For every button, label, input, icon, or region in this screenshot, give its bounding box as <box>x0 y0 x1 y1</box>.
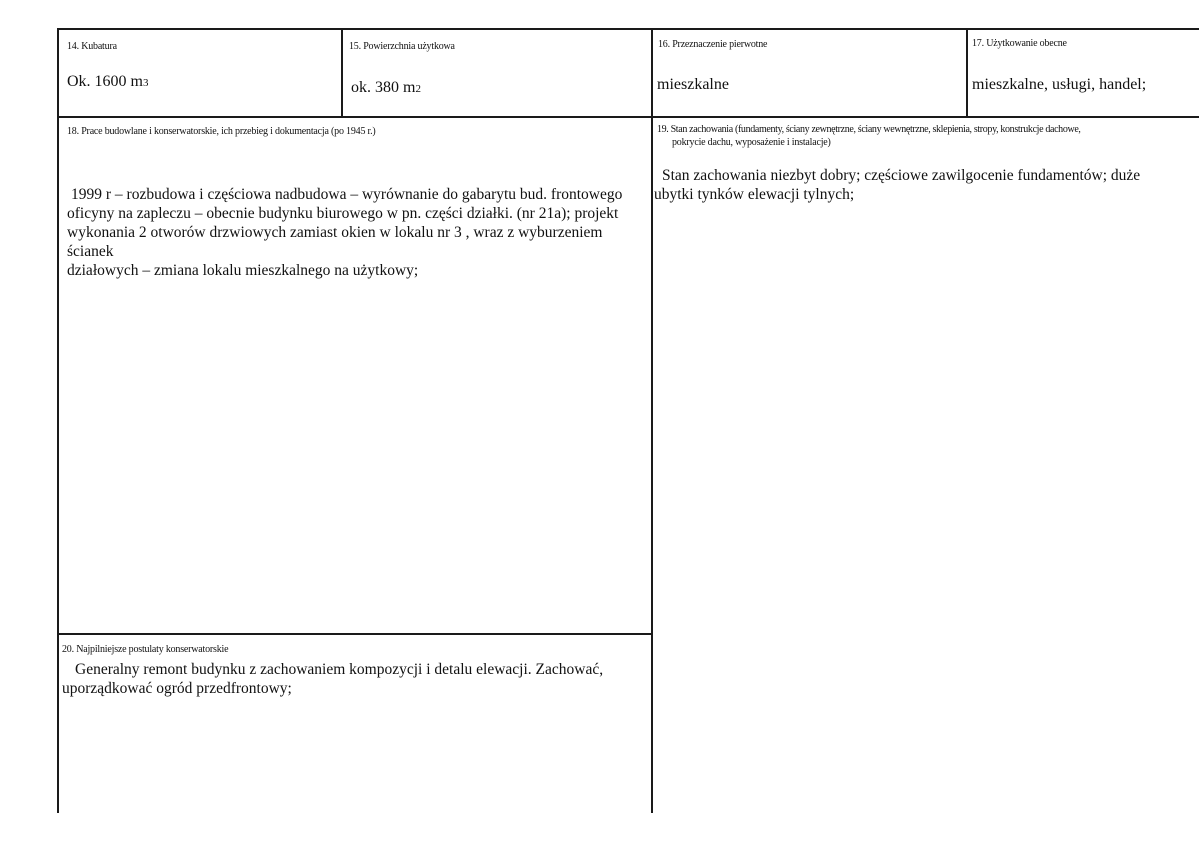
kubatura-label: 14. Kubatura <box>67 41 117 52</box>
stan-line-2: ubytki tynków elewacji tylnych; <box>654 186 855 203</box>
stan-label-line-1: 19. Stan zachowania (fundamenty, ściany zewnętrzne, ściany wewnętrzne, sklepienia, stropy, konstrukcje dachowe, <box>657 124 1081 135</box>
prace-line-2: oficyny na zapleczu – obecnie budynku biurowego w pn. części działki. (nr 21a); projekt <box>67 205 619 222</box>
stan-text <box>654 166 1194 204</box>
kubatura-unit: 3 <box>143 77 149 89</box>
powierzchnia-value-text: ok. 380 m <box>351 79 416 96</box>
uzytkowanie-label: 17. Użytkowanie obecne <box>972 38 1067 49</box>
kubatura-value-text: Ok. 1600 m <box>67 73 143 90</box>
przeznaczenie-value: mieszkalne <box>657 76 729 93</box>
powierzchnia-value <box>351 78 421 99</box>
prace-line-1: 1999 r – rozbudowa i częściowa nadbudowa – wyrównanie do gabarytu bud. frontowego <box>71 186 623 203</box>
przeznaczenie-label: 16. Przeznaczenie pierwotne <box>658 39 768 50</box>
divider-14-15 <box>341 28 343 118</box>
stan-line-1: Stan zachowania niezbyt dobry; częściowe zawilgocenie fundamentów; duże <box>662 167 1141 184</box>
left-border <box>57 28 59 813</box>
postulaty-text <box>62 660 652 698</box>
prace-label: 18. Prace budowlane i konserwatorskie, ich przebieg i dokumentacja (po 1945 r.) <box>67 126 376 137</box>
prace-line-3: wykonania 2 otworów drzwiowych zamiast okien w lokalu nr 3 , wraz z wyburzeniem ścianek <box>67 224 603 260</box>
row1-bottom-border <box>57 116 1199 118</box>
top-border <box>57 28 1199 30</box>
powierzchnia-label: 15. Powierzchnia użytkowa <box>349 41 455 52</box>
uzytkowanie-value: mieszkalne, usługi, handel; <box>972 76 1147 93</box>
postulaty-line-2: uporządkować ogród przedfrontowy; <box>62 680 292 697</box>
postulaty-label: 20. Najpilniejsze postulaty konserwatorskie <box>62 644 229 655</box>
prace-line-4: działowych – zmiana lokalu mieszkalnego na użytkowy; <box>67 262 419 279</box>
section-20-top-border <box>57 633 653 635</box>
powierzchnia-unit: 2 <box>415 83 421 95</box>
kubatura-value <box>67 72 149 93</box>
postulaty-line-1: Generalny remont budynku z zachowaniem kompozycji i detalu elewacji. Zachować, <box>75 661 604 678</box>
prace-text <box>67 185 647 280</box>
stan-label-line-2: pokrycie dachu, wyposażenie i instalacje) <box>672 137 831 148</box>
divider-16-17 <box>966 28 968 118</box>
